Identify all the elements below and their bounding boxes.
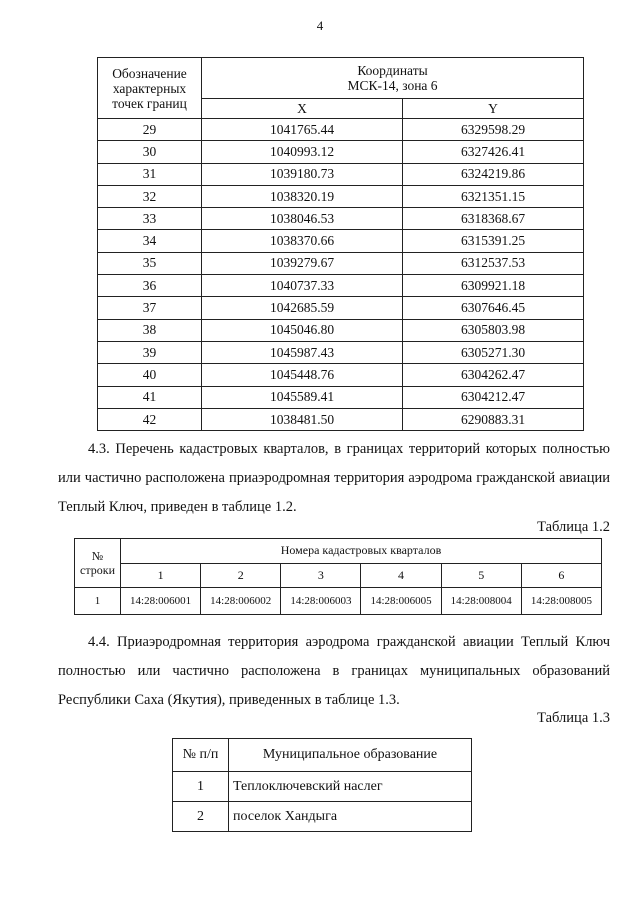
y-value: 6312537.53 <box>403 252 584 274</box>
row-number: 2 <box>173 802 229 832</box>
header-cadastral-numbers: Номера кадастровых кварталов <box>121 539 602 564</box>
x-value: 1045046.80 <box>202 319 403 341</box>
cadastral-number: 14:28:006002 <box>201 588 281 615</box>
header-points: Обозначение характерных точек границ <box>98 58 202 119</box>
table-1-2-label: Таблица 1.2 <box>537 519 610 535</box>
table-row <box>98 386 584 408</box>
coordinates-table <box>97 57 584 431</box>
point-number: 32 <box>98 185 202 207</box>
table-row <box>98 319 584 341</box>
column-header: 6 <box>521 563 601 588</box>
header-row-number-line1: № <box>91 549 104 563</box>
y-value: 6315391.25 <box>403 230 584 252</box>
x-value: 1038481.50 <box>202 408 403 430</box>
point-number: 37 <box>98 297 202 319</box>
column-header: 5 <box>441 563 521 588</box>
y-value: 6318368.67 <box>403 208 584 230</box>
y-value: 6305803.98 <box>403 319 584 341</box>
paragraph-4-4-text: 4.4. Приаэродромная территория аэродрома гражданской авиации Теплый Ключ полностью или частично расположена в границах муниципальных образований Республики Саха (Якутия), приведенных в таблице 1.3. <box>58 634 610 708</box>
table-1-3-label: Таблица 1.3 <box>537 710 610 726</box>
table-row <box>98 230 584 252</box>
x-value: 1038320.19 <box>202 185 403 207</box>
table-row <box>98 163 584 185</box>
table-row <box>98 141 584 163</box>
x-value: 1042685.59 <box>202 297 403 319</box>
point-number: 36 <box>98 275 202 297</box>
point-number: 33 <box>98 208 202 230</box>
point-number: 30 <box>98 141 202 163</box>
paragraph-4-3 <box>58 435 610 522</box>
cadastral-number: 14:28:006003 <box>281 588 361 615</box>
header-y: Y <box>403 98 584 118</box>
point-number: 35 <box>98 252 202 274</box>
y-value: 6304262.47 <box>403 364 584 386</box>
cadastral-number: 14:28:006005 <box>361 588 441 615</box>
y-value: 6304212.47 <box>403 386 584 408</box>
table-row <box>98 208 584 230</box>
municipality-name: поселок Хандыга <box>229 802 472 832</box>
header-row-number <box>75 539 121 588</box>
table-row <box>75 588 602 615</box>
column-header: 1 <box>121 563 201 588</box>
header-municipality: Муниципальное образование <box>229 739 472 772</box>
row-number: 1 <box>173 772 229 802</box>
table-row <box>173 772 472 802</box>
paragraph-4-4 <box>58 628 610 715</box>
row-number: 1 <box>75 588 121 615</box>
x-value: 1045589.41 <box>202 386 403 408</box>
table-row <box>98 341 584 363</box>
point-number: 40 <box>98 364 202 386</box>
point-number: 39 <box>98 341 202 363</box>
x-value: 1038370.66 <box>202 230 403 252</box>
y-value: 6321351.15 <box>403 185 584 207</box>
point-number: 31 <box>98 163 202 185</box>
header-number: № п/п <box>173 739 229 772</box>
y-value: 6290883.31 <box>403 408 584 430</box>
column-header: 4 <box>361 563 441 588</box>
y-value: 6324219.86 <box>403 163 584 185</box>
table-row <box>98 364 584 386</box>
table-row <box>98 252 584 274</box>
cadastral-number: 14:28:008004 <box>441 588 521 615</box>
municipal-formations-table <box>172 738 472 832</box>
column-header: 3 <box>281 563 361 588</box>
table-row <box>173 802 472 832</box>
x-value: 1039180.73 <box>202 163 403 185</box>
cadastral-number: 14:28:008005 <box>521 588 601 615</box>
y-value: 6309921.18 <box>403 275 584 297</box>
table-row <box>98 408 584 430</box>
x-value: 1045448.76 <box>202 364 403 386</box>
cadastral-quarters-table <box>74 538 602 615</box>
column-header: 2 <box>201 563 281 588</box>
y-value: 6327426.41 <box>403 141 584 163</box>
header-coordinates <box>202 58 584 99</box>
x-value: 1039279.67 <box>202 252 403 274</box>
x-value: 1041765.44 <box>202 119 403 141</box>
cadastral-number: 14:28:006001 <box>121 588 201 615</box>
point-number: 29 <box>98 119 202 141</box>
table-row <box>98 185 584 207</box>
page-number: 4 <box>316 18 324 33</box>
point-number: 41 <box>98 386 202 408</box>
x-value: 1040737.33 <box>202 275 403 297</box>
x-value: 1040993.12 <box>202 141 403 163</box>
point-number: 34 <box>98 230 202 252</box>
table-row <box>98 275 584 297</box>
header-coordinates-line2: МСК-14, зона 6 <box>347 77 438 93</box>
table-row <box>98 119 584 141</box>
point-number: 38 <box>98 319 202 341</box>
y-value: 6307646.45 <box>403 297 584 319</box>
municipality-name: Теплоключевский наслег <box>229 772 472 802</box>
header-row-number-line2: строки <box>80 563 115 577</box>
table-row <box>98 297 584 319</box>
x-value: 1045987.43 <box>202 341 403 363</box>
y-value: 6305271.30 <box>403 341 584 363</box>
x-value: 1038046.53 <box>202 208 403 230</box>
paragraph-4-3-text: 4.3. Перечень кадастровых кварталов, в границах территорий которых полностью или частично расположена приаэродромная территория аэродрома гражданской авиации Теплый Ключ, приведен в таблице 1.2. <box>58 441 610 515</box>
header-coordinates-line1: Координаты <box>357 62 428 78</box>
header-x: X <box>202 98 403 118</box>
point-number: 42 <box>98 408 202 430</box>
y-value: 6329598.29 <box>403 119 584 141</box>
